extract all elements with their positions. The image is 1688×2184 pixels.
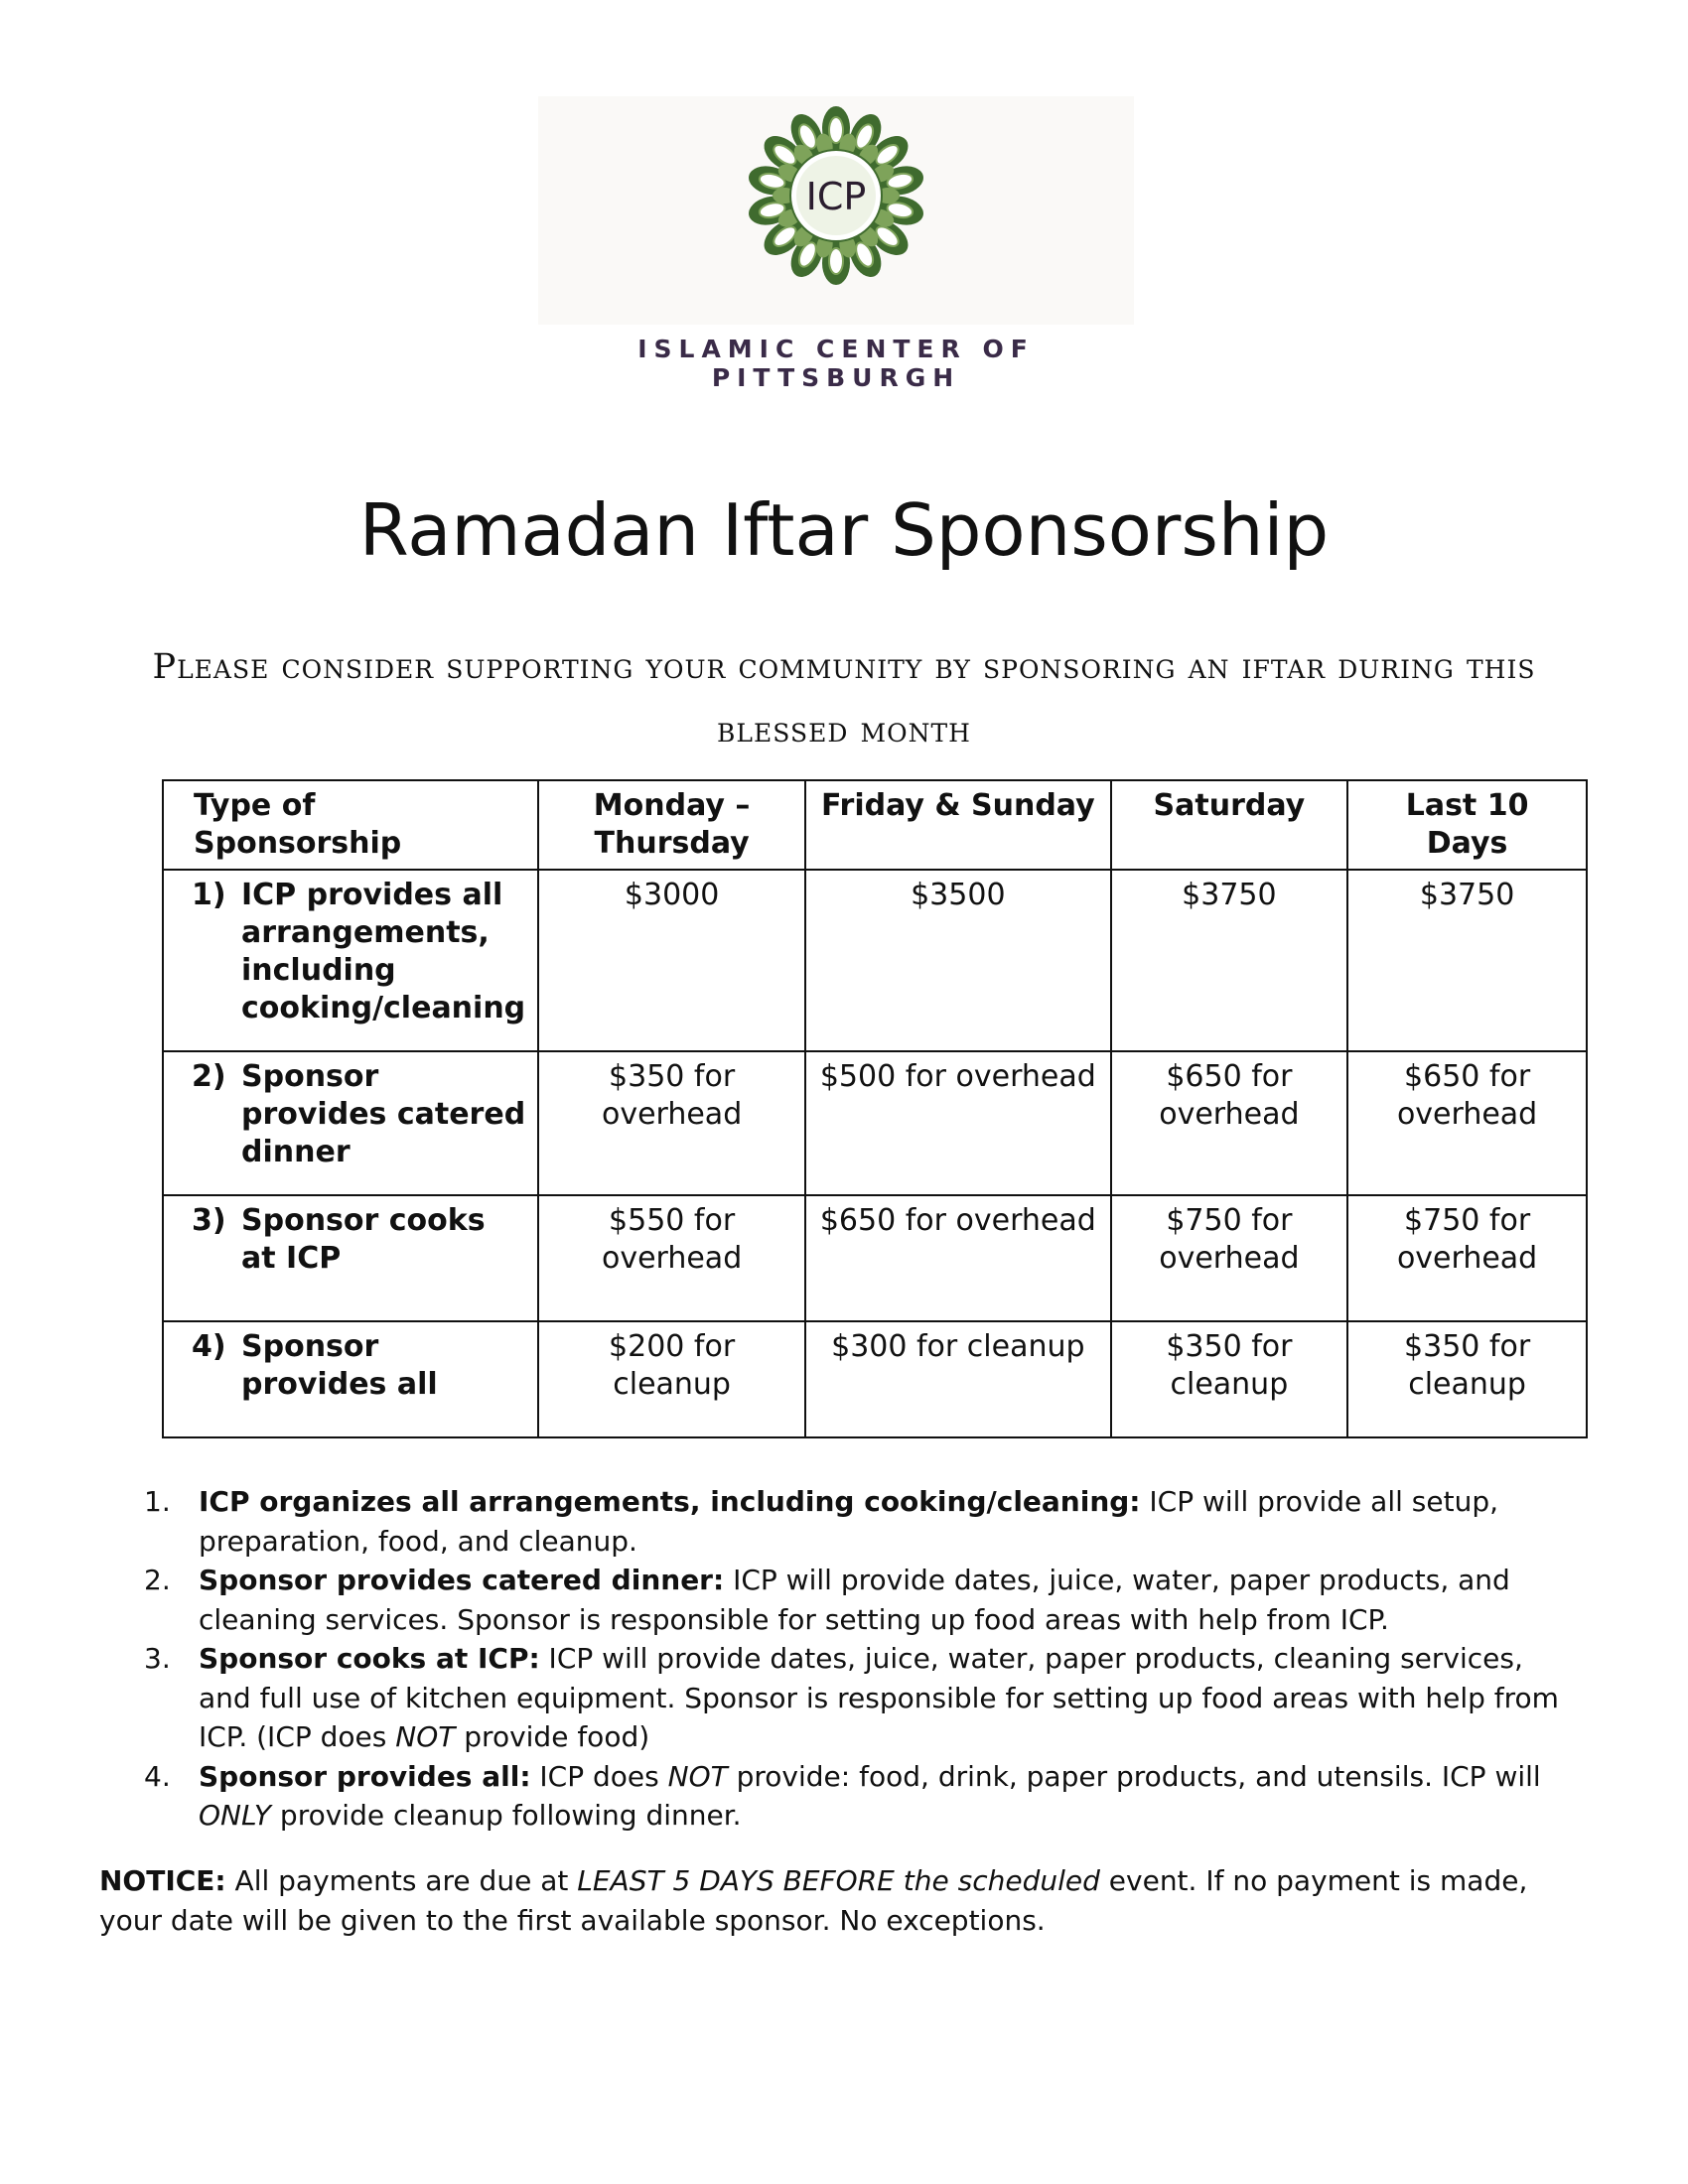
notice-paragraph [99,1861,1589,1941]
notes-list [144,1482,1574,1836]
icp-emblem-icon [747,101,925,290]
note-text: provide food) [455,1720,650,1753]
price-cell: $650 for overhead [805,1195,1110,1321]
table-row [163,1321,1587,1437]
price-cell: $500 for overhead [805,1051,1110,1195]
list-number: 2. [144,1564,171,1596]
note-emphasis: NOT [395,1720,456,1753]
notice-text: All payments are due at [225,1864,578,1897]
price-cell: $550 for overhead [538,1195,805,1321]
table-row [163,1195,1587,1321]
emblem-petal-inner [829,117,843,143]
note-heading: Sponsor provides all: [199,1759,531,1793]
price-cell: $3750 [1111,870,1348,1051]
note-text: ICP does [530,1759,668,1793]
column-header: Saturday [1111,780,1348,870]
column-header: Friday & Sunday [805,780,1110,870]
price-cell: $300 for cleanup [805,1321,1110,1437]
page-subtitle: Please consider supporting your community by sponsoring an iftar during this blessed month [152,647,1536,751]
row-label-cell [163,1321,538,1437]
row-label: ICP provides all arrangements, including cooking/cleaning [241,878,526,1025]
column-header: Last 10 Days [1347,780,1587,870]
notice-emphasis: LEAST 5 DAYS BEFORE the scheduled [577,1864,1100,1897]
row-number: 3) [192,1203,226,1238]
row-label: Sponsor provides all [241,1329,438,1402]
organization-logo [538,96,1134,392]
note-emphasis: NOT [667,1759,728,1793]
column-header: Monday – Thursday [538,780,805,870]
table-row [163,870,1587,1051]
price-cell: $350 for cleanup [1347,1321,1587,1437]
note-heading: Sponsor cooks at ICP: [199,1642,540,1675]
table-row [163,1051,1587,1195]
list-item [144,1561,1574,1639]
row-number: 2) [192,1059,226,1094]
row-label-cell [163,870,538,1051]
note-text: provide cleanup following dinner. [271,1799,742,1832]
price-cell: $3000 [538,870,805,1051]
note-text: provide: food, drink, paper products, and utensils. ICP will [727,1759,1541,1793]
list-number: 4. [144,1759,171,1793]
price-cell: $650 for overhead [1347,1051,1587,1195]
row-label-cell [163,1051,538,1195]
list-number: 3. [144,1642,171,1675]
note-emphasis: ONLY [199,1799,272,1832]
column-header: Type of Sponsorship [163,780,538,870]
price-cell: $200 for cleanup [538,1321,805,1437]
sponsorship-table [162,779,1588,1438]
price-cell: $3750 [1347,870,1587,1051]
price-cell: $350 for cleanup [1111,1321,1348,1437]
price-cell: $350 for overhead [538,1051,805,1195]
notice-label: NOTICE: [99,1864,226,1897]
notice-text: event. If no payment is made, your date will be given to the first available sponsor. No exceptions. [99,1864,1528,1937]
list-item [144,1482,1574,1561]
row-label: Sponsor cooks at ICP [241,1203,486,1276]
list-number: 1. [144,1485,171,1518]
list-item [144,1639,1574,1757]
note-heading: ICP organizes all arrangements, including cooking/cleaning: [199,1485,1141,1518]
note-text: ICP will provide dates, juice, water, paper products, cleaning services, and full use of kitchen equipment. Sponsor is responsible for setting up food areas with help from ICP. (ICP does [199,1642,1559,1753]
price-cell: $3500 [805,870,1110,1051]
note-text: ICP will provide all setup, preparation, food, and cleanup. [199,1485,1499,1558]
note-text: ICP will provide dates, juice, water, paper products, and cleaning services. Sponsor is responsible for setting up food areas with help from ICP. [199,1564,1510,1636]
emblem-text: ICP [805,175,867,218]
list-item [144,1757,1574,1836]
logo-caption: ISLAMIC CENTER OF PITTSBURGH [637,335,1035,392]
row-label: Sponsor provides catered dinner [241,1059,526,1169]
price-cell: $650 for overhead [1111,1051,1348,1195]
page-title: Ramadan Iftar Sponsorship [358,488,1330,572]
row-label-cell [163,1195,538,1321]
emblem-petal-inner [829,248,843,274]
price-cell: $750 for overhead [1111,1195,1348,1321]
table-header-row [163,780,1587,870]
row-number: 1) [192,878,226,912]
note-heading: Sponsor provides catered dinner: [199,1564,725,1596]
row-number: 4) [192,1329,226,1364]
price-cell: $750 for overhead [1347,1195,1587,1321]
